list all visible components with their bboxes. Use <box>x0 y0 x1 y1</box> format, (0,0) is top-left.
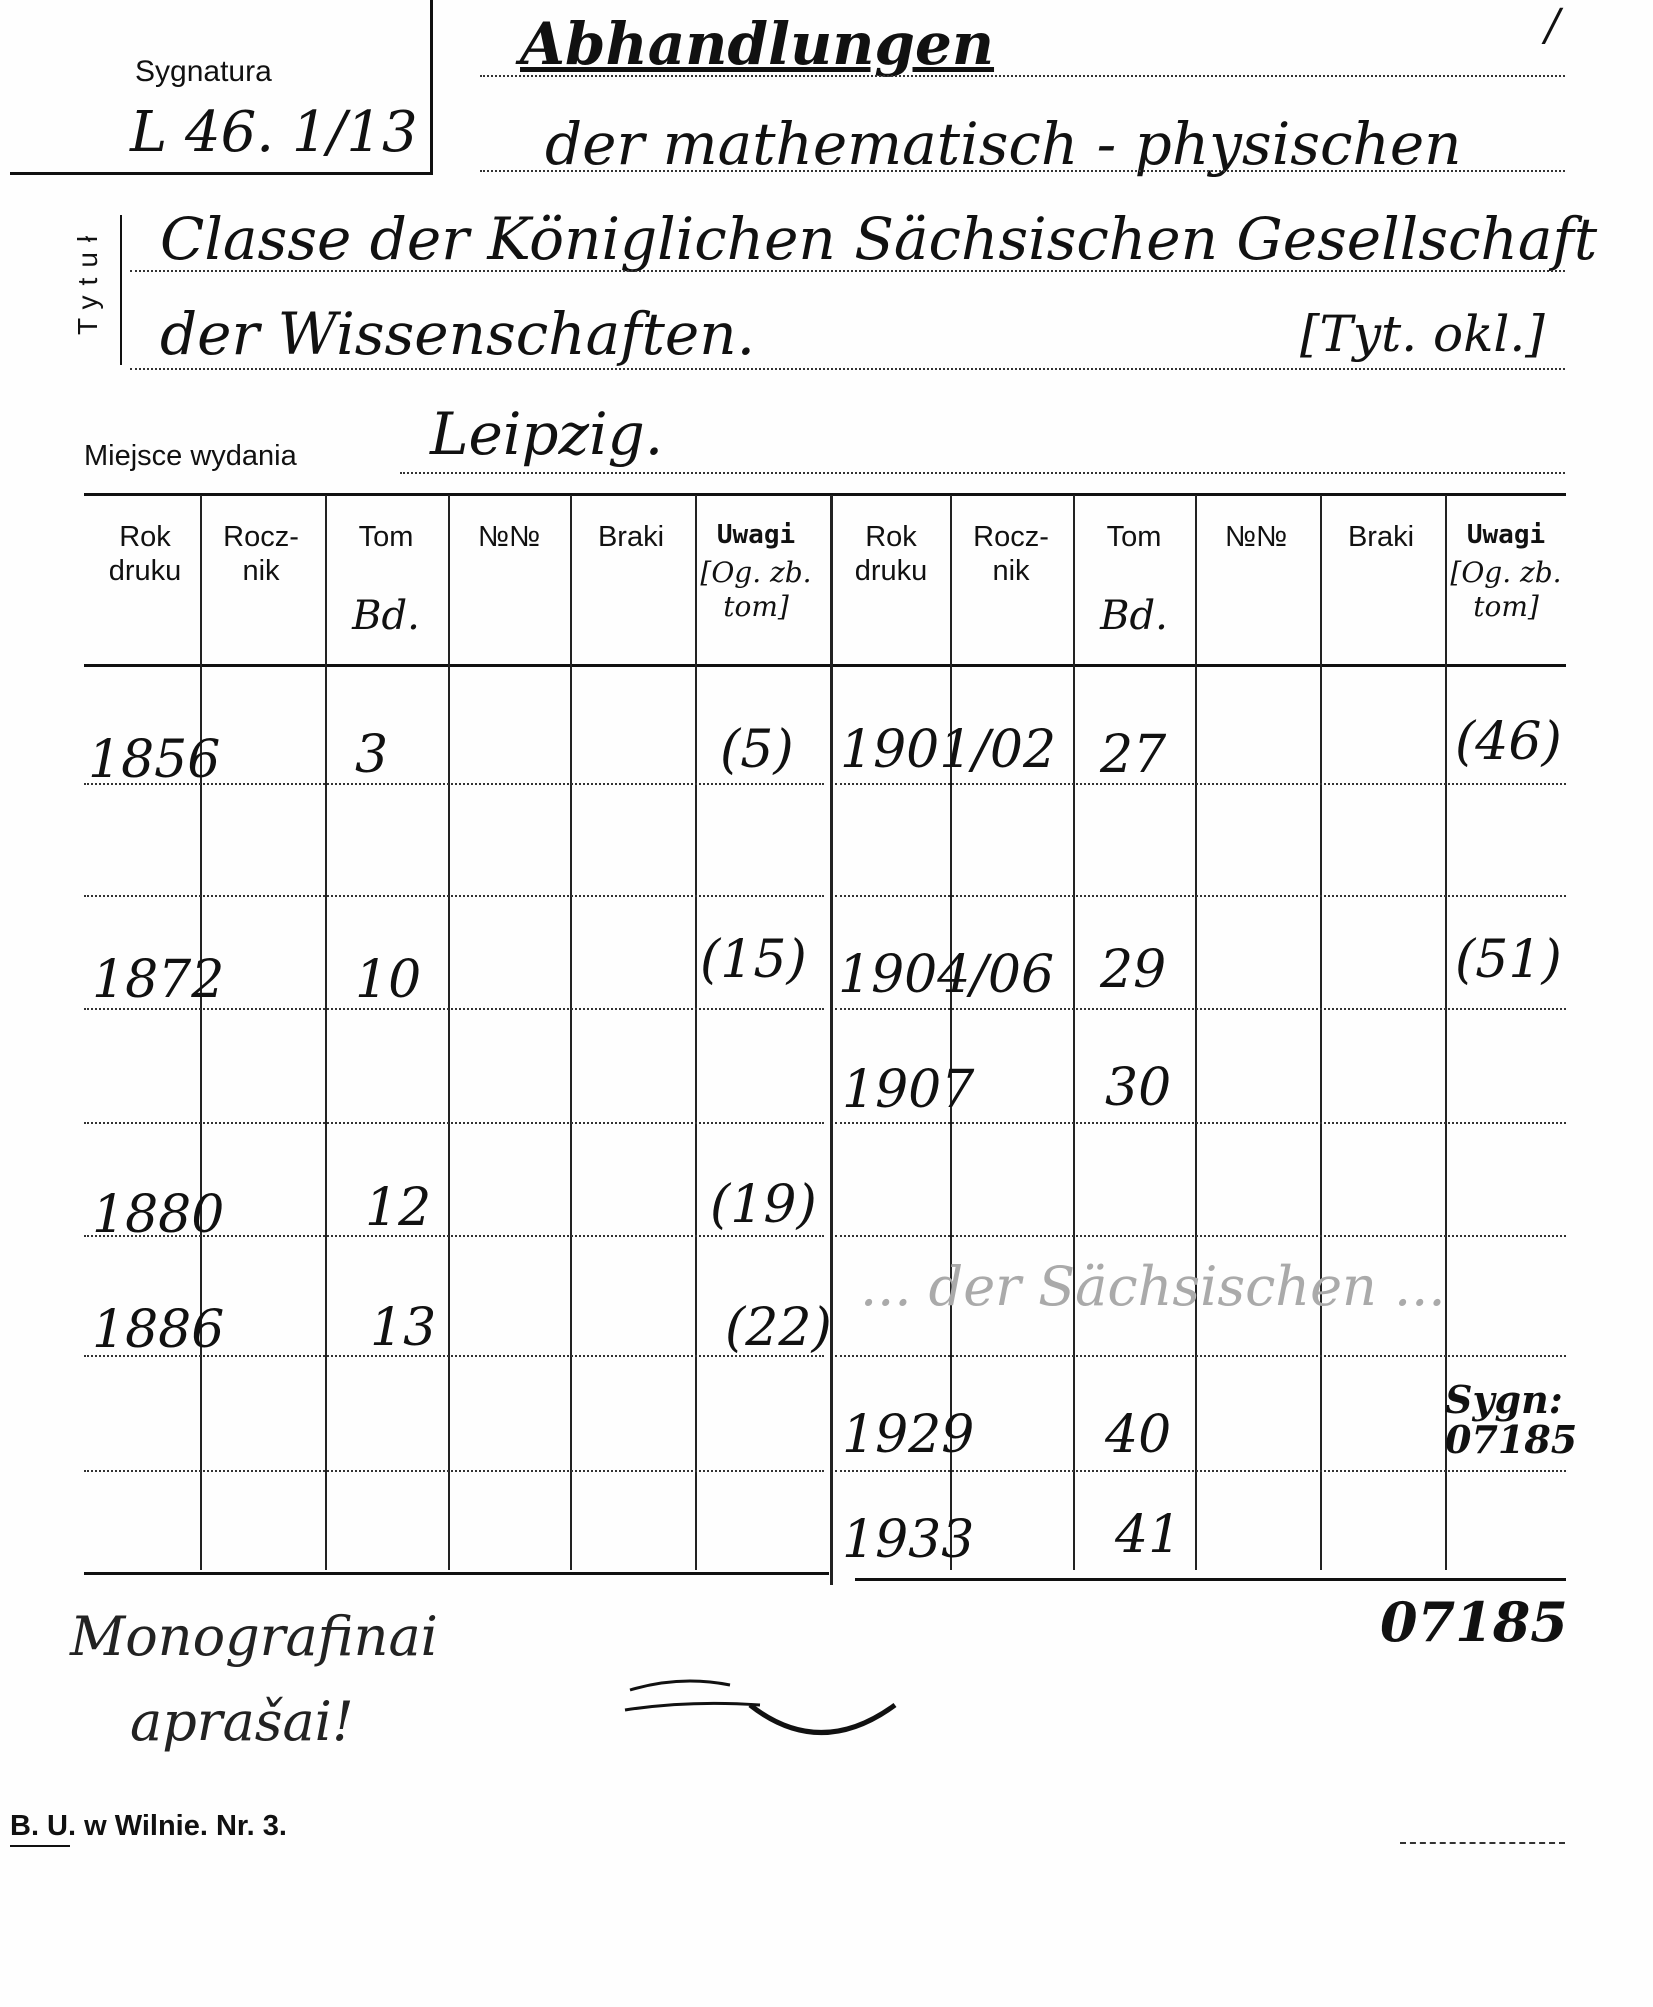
left-row-2-uwagi: (15) <box>700 930 807 990</box>
row-rule <box>835 1235 1566 1237</box>
title-side-label: Tytuł <box>72 225 103 335</box>
right-row-3-tom: 30 <box>1105 1058 1172 1118</box>
left-row-4-year: 1886 <box>92 1300 225 1360</box>
right-row-4-uwagi: Sygn: 07185 <box>1445 1377 1578 1462</box>
left-row-4-uwagi: (22) <box>725 1298 832 1358</box>
header-label: Braki <box>597 521 665 553</box>
header-label: Tom <box>1106 521 1162 553</box>
right-row-4-tom: 40 <box>1105 1405 1172 1465</box>
table-header-cell <box>695 520 817 690</box>
header-sublabel: Bd. <box>1100 593 1168 639</box>
title-line-1: Abhandlungen <box>520 10 995 78</box>
dotted-rule <box>480 75 1565 77</box>
table-column-line <box>448 495 450 1570</box>
table-header-cell <box>84 520 206 690</box>
header-label: Uwagi <box>716 520 796 550</box>
top-right-mark: / <box>1545 0 1560 51</box>
dotted-rule <box>130 368 1565 370</box>
header-label: Rok druku <box>108 521 182 587</box>
title-note: [Tyt. okl.] <box>1300 305 1545 363</box>
bottom-number: 07185 <box>1380 1590 1568 1654</box>
right-row-1-uwagi: (46) <box>1455 712 1562 772</box>
dotted-rule <box>130 270 1565 272</box>
table-column-line <box>570 495 572 1570</box>
table-header-cell <box>448 520 570 690</box>
header-label: Braki <box>1347 521 1415 553</box>
header-sublabel: Bd. <box>352 593 420 639</box>
left-row-1-tom: 3 <box>355 725 389 785</box>
signature-value: L 46. 1/13 <box>130 100 418 165</box>
dotted-rule <box>480 170 1565 172</box>
table-column-line <box>1320 495 1322 1570</box>
place-value: Leipzig. <box>430 400 664 468</box>
table-column-line <box>695 495 697 1570</box>
right-row-5-year: 1933 <box>842 1510 975 1570</box>
right-row-5-tom: 41 <box>1115 1505 1182 1565</box>
header-label: №№ <box>1224 521 1288 553</box>
right-row-1-tom: 27 <box>1100 725 1167 785</box>
header-label: Rok druku <box>854 521 928 587</box>
table-header-cell <box>1073 520 1195 690</box>
right-row-2-tom: 29 <box>1100 940 1167 1000</box>
title-line-2: der mathematisch - physischen <box>545 110 1462 178</box>
left-row-1-year: 1856 <box>88 730 221 790</box>
signature-label: Sygnatura <box>135 55 272 88</box>
table-header-cell <box>950 520 1072 690</box>
row-rule <box>84 1470 824 1472</box>
table-header-cell <box>830 520 952 690</box>
left-row-2-tom: 10 <box>355 950 422 1010</box>
header-label: Uwagi <box>1466 520 1546 550</box>
right-row-3-year: 1907 <box>842 1060 975 1120</box>
footer-dashed-rule <box>1400 1842 1565 1844</box>
header-label: Rocz- nik <box>223 521 299 587</box>
table-bottom-rule <box>84 1572 829 1575</box>
title-line-4: der Wissenschaften. <box>160 300 756 368</box>
header-label: Tom <box>358 521 414 553</box>
header-sublabel: [Og. zb. tom] <box>1450 556 1562 623</box>
table-header-cell <box>200 520 322 690</box>
table-header-cell <box>1445 520 1567 690</box>
left-row-4-tom: 13 <box>370 1298 437 1358</box>
table-column-line <box>200 495 202 1570</box>
pen-stroke-mark <box>620 1650 910 1760</box>
handwritten-note-line-2: aprašai! <box>130 1690 354 1753</box>
table-column-line <box>1073 495 1075 1570</box>
faint-note: ... der Sächsischen ... <box>860 1255 1446 1318</box>
row-rule <box>835 1008 1566 1010</box>
right-row-4-year: 1929 <box>842 1405 975 1465</box>
left-row-1-uwagi: (5) <box>720 720 794 780</box>
handwritten-note-line-1: Monografinai <box>70 1605 438 1668</box>
row-rule <box>835 783 1566 785</box>
row-rule <box>835 1122 1566 1124</box>
left-row-2-year: 1872 <box>92 950 225 1010</box>
header-label: №№ <box>477 521 541 553</box>
table-header-cell <box>1320 520 1442 690</box>
header-label: Rocz- nik <box>973 521 1049 587</box>
table-header-cell <box>570 520 692 690</box>
header-sublabel: [Og. zb. tom] <box>700 556 812 623</box>
row-rule <box>835 895 1566 897</box>
table-top-rule <box>84 493 1566 496</box>
title-side-bar <box>120 215 122 365</box>
dotted-rule <box>400 472 1565 474</box>
right-row-2-uwagi: (51) <box>1455 930 1562 990</box>
table-center-divider <box>830 495 833 1585</box>
right-row-1-year: 1901/02 <box>840 720 1057 780</box>
place-label: Miejsce wydania <box>84 440 297 472</box>
table-column-line <box>1195 495 1197 1570</box>
footer-institution: B. U. w Wilnie. Nr. 3. <box>10 1810 287 1842</box>
table-header-cell <box>1195 520 1317 690</box>
left-row-3-year: 1880 <box>92 1185 225 1245</box>
right-row-2-year: 1904/06 <box>838 945 1055 1005</box>
row-rule <box>84 1122 824 1124</box>
table-bottom-rule <box>855 1578 1566 1581</box>
title-line-3: Classe der Königlichen Sächsischen Gesellschaft <box>160 205 1598 273</box>
row-rule <box>835 1355 1566 1357</box>
row-rule <box>84 895 824 897</box>
row-rule <box>835 1470 1566 1472</box>
signature-box <box>10 0 433 175</box>
left-row-3-uwagi: (19) <box>710 1175 817 1235</box>
left-row-3-tom: 12 <box>365 1178 432 1238</box>
table-column-line <box>325 495 327 1570</box>
footer-underline <box>10 1845 70 1847</box>
table-header-cell <box>325 520 447 690</box>
